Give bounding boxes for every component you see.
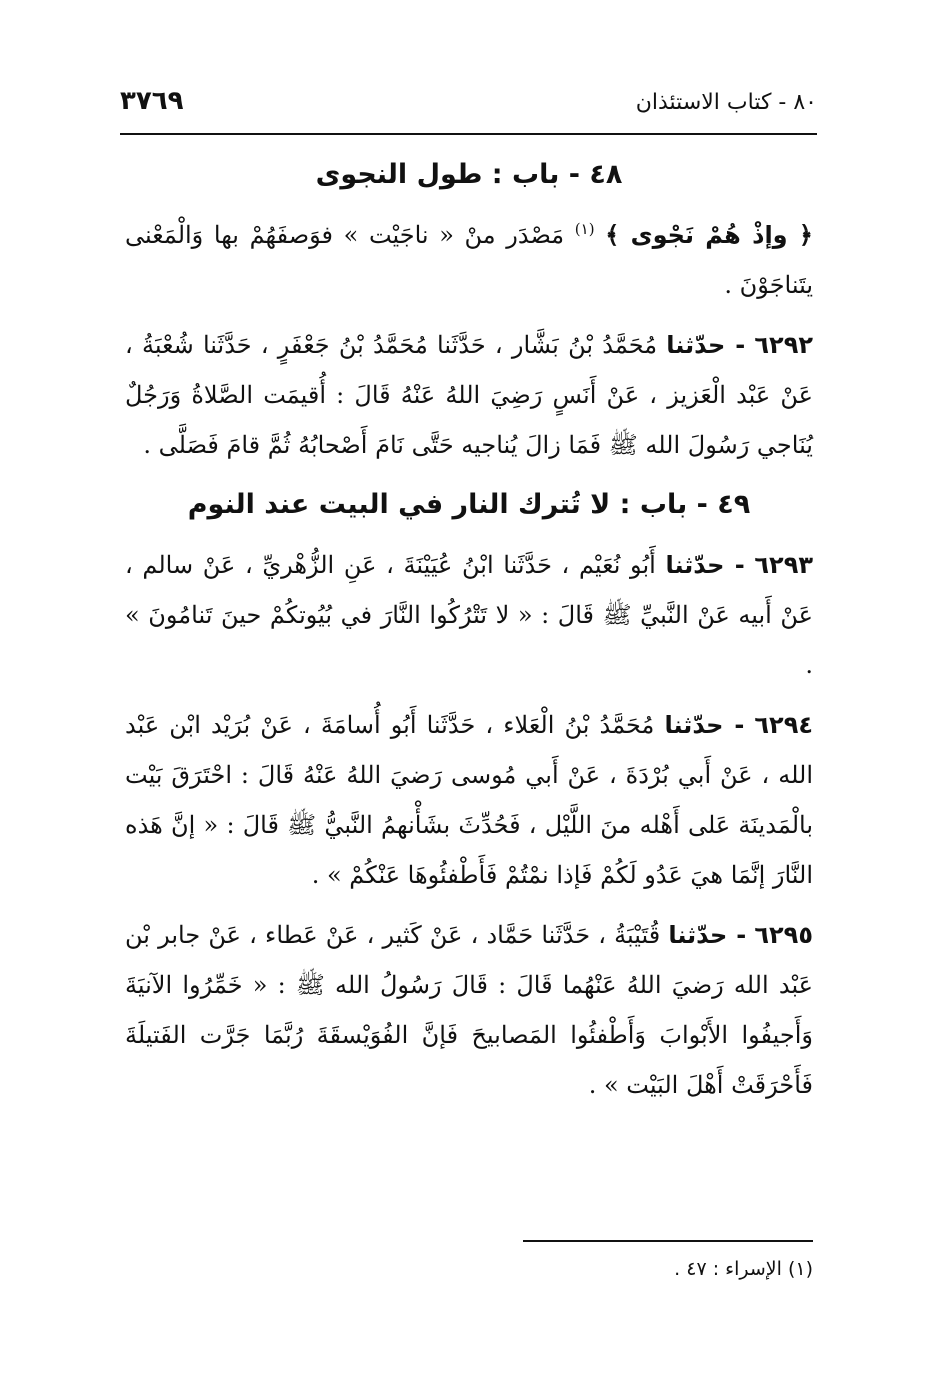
hadith-lead: حدّثنا [664,711,724,739]
chapter-heading: ٤٨ - باب : طول النجوى [315,159,623,190]
dash: - [723,711,745,739]
hadith-text: أَبُو نُعَيْم ، حَدَّثَنا ابْنُ عُيَيْنَةَ ، عَنِ الزُّهْريِّ ، عَنْ سالم ، عَنْ أَبيه عَنْ النَّبيِّ ﷺ قَالَ : « لا تَتْرُكُوا النَّارَ في بُيُوتكُمْ حينَ تَنامُونَ » . [125,551,813,679]
hadith-6294 [125,700,813,900]
hadith-text: مُحَمَّدُ بْنُ الْعَلاء ، حَدَّثَنا أَبُو أُسامَةَ ، عَنْ بُرَيْد ابْن عَبْد الله ، عَنْ أَبي بُرْدَةَ ، عَنْ أَبي مُوسى رَضيَ اللهُ عَنْهُ قَالَ : احْتَرَقَ بَيْت بالْمَدينَة عَلى أَهْله منَ اللَّيْل ، فَحُدِّثَ بشَأْنهمُ النَّبيُّ ﷺ قَالَ : « إنَّ هَذه النَّارَ إنَّمَا هيَ عَدُو لَكُمْ فَإذا نمْتُمْ فَأَطْفئُوهَا عَنْكُمْ » . [125,711,813,889]
hadith-number: ٦٢٩٥ [754,921,813,949]
header-divider [120,133,817,135]
running-title: ٨٠ - كتاب الاستئذان [635,90,817,115]
hadith-lead: حدّثنا [665,551,725,579]
dash: - [724,551,745,579]
hadith-text: مُحَمَّدُ بْنُ بَشَّار ، حَدَّثَنا مُحَمَّدُ بْنُ جَعْفَرٍ ، حَدَّثَنا شُعْبَةُ ، عَنْ عَبْد الْعَزيز ، عَنْ أَنَسٍ رَضِيَ اللهُ عَنْهُ قَالَ : أُقيمَت الصَّلاةُ وَرَجُلٌ يُنَاجي رَسُولَ الله ﷺ فَمَا زالَ يُناجيه حَتَّى نَامَ أَصْحابُهُ ثُمَّ قامَ فَصَلَّى . [125,331,813,459]
page-body [125,150,813,1110]
footnote-ref: (١) [574,220,595,238]
hadith-6292 [125,320,813,470]
intro-text: مَصْدَر منْ « ناجَيْت » فوَصفَهُمْ بها وَالْمَعْنى يتَناجَوْنَ . [125,221,813,299]
hadith-6295 [125,910,813,1110]
quran-quote: ﴿ وإذْ هُمْ نَجْوى ﴾ [605,221,813,249]
footnote: (١) الإسراء : ٤٧ . [674,1258,813,1280]
dash: - [725,331,746,359]
dash: - [727,921,747,949]
hadith-number: ٦٢٩٤ [754,711,813,739]
hadith-number: ٦٢٩٣ [754,551,813,579]
chapter-heading: ٤٩ - باب : لا تُترك النار في البيت عند النوم [187,489,751,520]
hadith-lead: حدّثنا [666,331,726,359]
hadith-lead: حدّثنا [668,921,728,949]
page-number: ٣٧٦٩ [120,86,184,116]
hadith-number: ٦٢٩٢ [754,331,813,359]
hadith-text: قُتَيْبَةُ ، حَدَّثَنا حَمَّاد ، عَنْ كَثير ، عَنْ عَطاء ، عَنْ جابر بْن عَبْد الله رَضيَ اللهُ عَنْهُما قَالَ : قَالَ رَسُولُ الله ﷺ : « خَمِّرُوا الآنيَةَ وَأَجيفُوا الأَبْوابَ وَأَطْفئُوا المَصابيحَ فَإنَّ الفُوَيْسقَةَ رُبَّمَا جَرَّت الفَتيلَةَ فَأَحْرَقَتْ أَهْلَ البَيْت » . [125,921,813,1099]
hadith-6293 [125,540,813,690]
chapter-intro [125,210,813,310]
footnote-divider [523,1240,813,1242]
page-header [120,86,817,126]
